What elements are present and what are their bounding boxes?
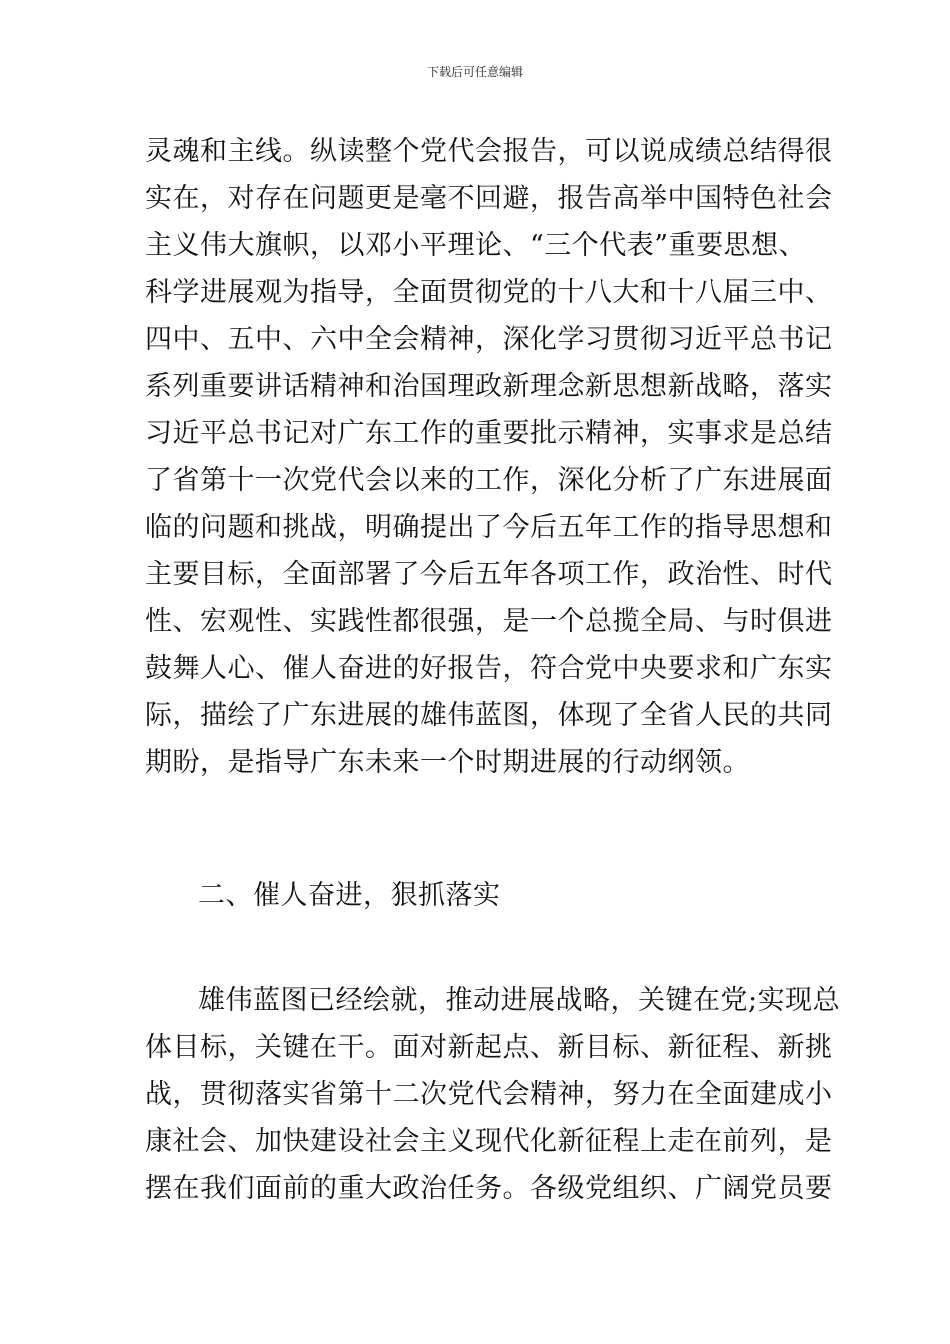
text-line: 了省第十一次党代会以来的工作，深化分析了广东进展面 (145, 465, 833, 496)
page-header: 下载后可任意编辑 (426, 65, 523, 79)
text-line: 摆在我们面前的重大政治任务。各级党组织、广阔党员要 (145, 1173, 833, 1204)
text-line: 习近平总书记对广东工作的重要批示精神，实事求是总结 (145, 418, 833, 449)
text-line: 性、宏观性、实践性都很强，是一个总揽全局、与时俱进 (145, 606, 833, 637)
text-line: 主义伟大旗帜，以邓小平理论、“三个代表”重要思想、 (145, 230, 807, 261)
text-line: 康社会、加快建设社会主义现代化新征程上走在前列，是 (145, 1126, 833, 1157)
text-line: 际，描绘了广东进展的雄伟蓝图，体现了全省人民的共同 (145, 700, 833, 731)
paragraph-2 (145, 977, 841, 1212)
text-line: 灵魂和主线。纵读整个党代会报告，可以说成绩总结得很 (145, 136, 833, 167)
text-line: 科学进展观为指导，全面贯彻党的十八大和十八届三中、 (145, 277, 833, 308)
text-line: 雄伟蓝图已经绘就，推动进展战略，关键在党;实现总 (198, 985, 841, 1016)
text-line: 鼓舞人心、催人奋进的好报告，符合党中央要求和广东实 (145, 653, 833, 684)
text-line: 期盼，是指导广东未来一个时期进展的行动纲领。 (145, 747, 750, 778)
text-line: 实在，对存在问题更是毫不回避，报告高举中国特色社会 (145, 183, 833, 214)
text-line: 四中、五中、六中全会精神，深化学习贯彻习近平总书记 (145, 324, 833, 355)
paragraph-1 (145, 128, 833, 786)
text-line: 战，贯彻落实省第十二次党代会精神，努力在全面建成小 (145, 1079, 833, 1110)
text-line: 临的问题和挑战，明确提出了今后五年工作的指导思想和 (145, 512, 833, 543)
text-line: 系列重要讲话精神和治国理政新理念新思想新战略，落实 (145, 371, 833, 402)
section-heading: 二、催人奋进，狠抓落实 (198, 880, 501, 911)
text-line: 体目标，关键在干。面对新起点、新目标、新征程、新挑 (145, 1032, 833, 1063)
text-line: 主要目标，全面部署了今后五年各项工作，政治性、时代 (145, 559, 833, 590)
